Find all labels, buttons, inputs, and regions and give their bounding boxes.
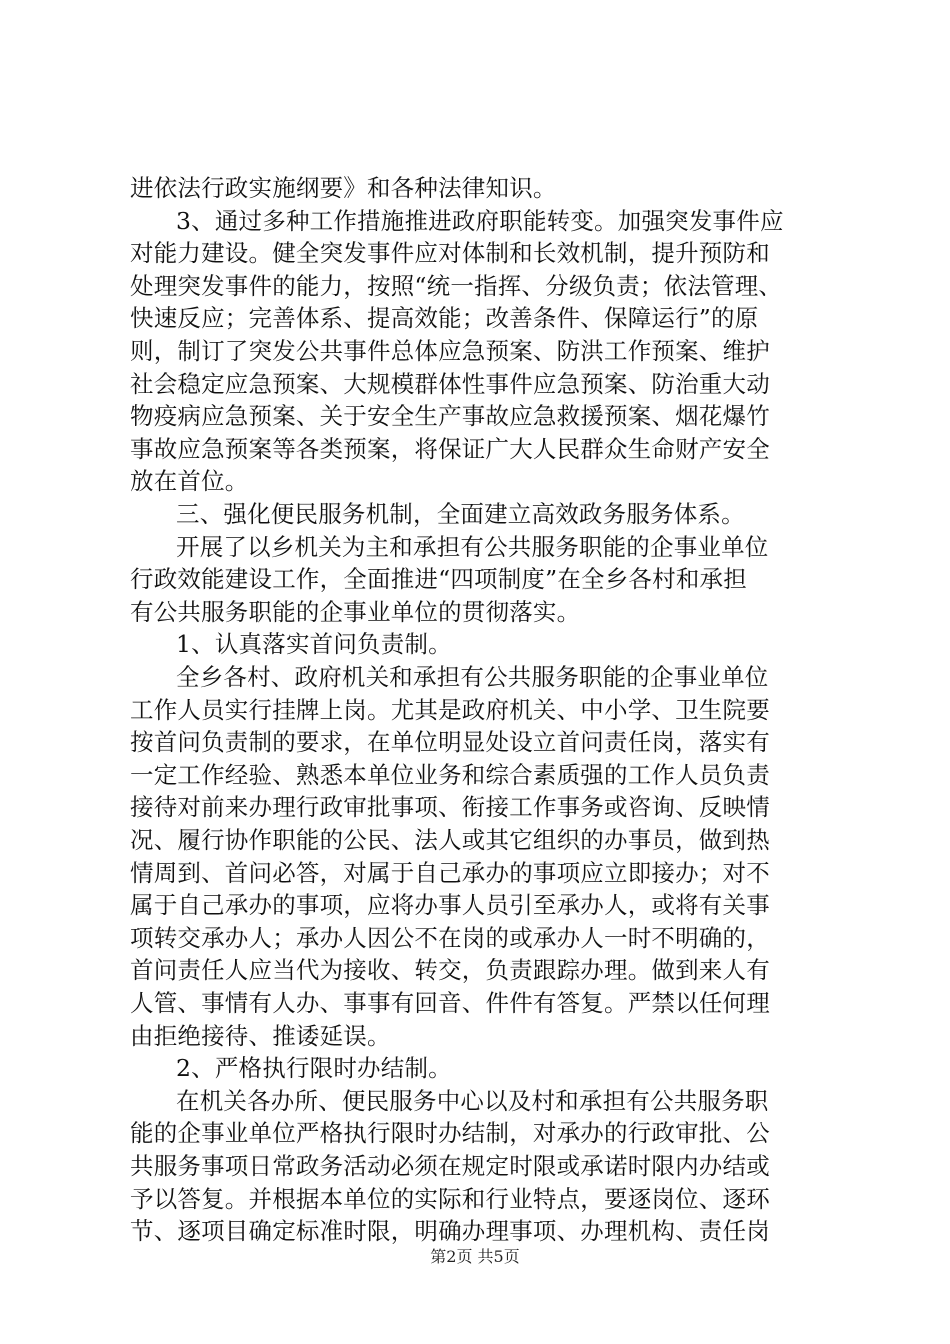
text-line: 三、强化便民服务机制，全面建立高效政务服务体系。	[176, 500, 745, 528]
text-line: 共服务事项日常政务活动必须在规定时限或承诺时限内办结或	[130, 1152, 770, 1180]
text-line: 接待对前来办理行政审批事项、衔接工作事务或咨询、反映情	[130, 793, 770, 822]
text-line: 能的企事业单位严格执行限时办结制，对承办的行政审批、公	[130, 1119, 770, 1148]
text-line: 物疫病应急预案、关于安全生产事故应急救援预案、烟花爆竹	[130, 402, 770, 431]
text-line: 情周到、首问必答，对属于自己承办的事项应立即接办；对不	[130, 858, 770, 887]
text-line: 全乡各村、政府机关和承担有公共服务职能的企事业单位	[176, 663, 769, 691]
text-line: 况、履行协作职能的公民、法人或其它组织的办事员，做到热	[130, 826, 770, 854]
text-line: 1、认真落实首问负责制。	[176, 630, 452, 659]
text-line: 由拒绝接待、推诿延误。	[130, 1021, 391, 1050]
text-line: 开展了以乡机关为主和承担有公共服务职能的企事业单位	[176, 532, 769, 561]
text-line: 进依法行政实施纲要》和各种法律知识。	[130, 174, 557, 202]
text-line: 在机关各办所、便民服务中心以及村和承担有公共服务职	[176, 1086, 769, 1115]
text-line: 快速反应；完善体系、提高效能；改善条件、保障运行”的原	[130, 304, 759, 333]
text-line: 项转交承办人；承办人因公不在岗的或承办人一时不明确的，	[130, 923, 770, 952]
text-line: 放在首位。	[130, 467, 249, 496]
text-line: 社会稳定应急预案、大规模群体性事件应急预案、防治重大动	[130, 369, 770, 398]
text-line: 按首问负责制的要求，在单位明显处设立首问责任岗，落实有	[130, 728, 770, 757]
text-line: 人管、事情有人办、事事有回音、件件有答复。严禁以任何理	[130, 989, 770, 1017]
text-line: 有公共服务职能的企事业单位的贯彻落实。	[130, 597, 581, 626]
text-line: 首问责任人应当代为接收、转交，负责跟踪办理。做到来人有	[130, 956, 770, 985]
text-line: 处理突发事件的能力，按照“统一指挥、分级负责；依法管理、	[130, 271, 783, 300]
text-line: 3、通过多种工作措施推进政府职能转变。加强突发事件应	[176, 206, 784, 235]
text-line: 则，制订了突发公共事件总体应急预案、防洪工作预案、维护	[130, 337, 770, 365]
text-line: 予以答复。并根据本单位的实际和行业特点，要逐岗位、逐环	[130, 1184, 770, 1213]
text-line: 属于自己承办的事项，应将办事人员引至承办人，或将有关事	[130, 891, 770, 920]
text-line: 2、严格执行限时办结制。	[176, 1054, 452, 1083]
text-line: 节、逐项目确定标准时限，明确办理事项、办理机构、责任岗	[130, 1217, 770, 1246]
text-line: 工作人员实行挂牌上岗。尤其是政府机关、中小学、卫生院要	[130, 695, 770, 724]
page-footer: 第2页 共5页	[430, 1247, 520, 1266]
text-line: 一定工作经验、熟悉本单位业务和综合素质强的工作人员负责	[130, 760, 770, 789]
text-line: 行政效能建设工作，全面推进“四项制度”在全乡各村和承担	[130, 565, 747, 594]
text-line: 事故应急预案等各类预案，将保证广大人民群众生命财产安全	[130, 434, 770, 463]
text-line: 对能力建设。健全突发事件应对体制和长效机制，提升预防和	[130, 239, 770, 268]
